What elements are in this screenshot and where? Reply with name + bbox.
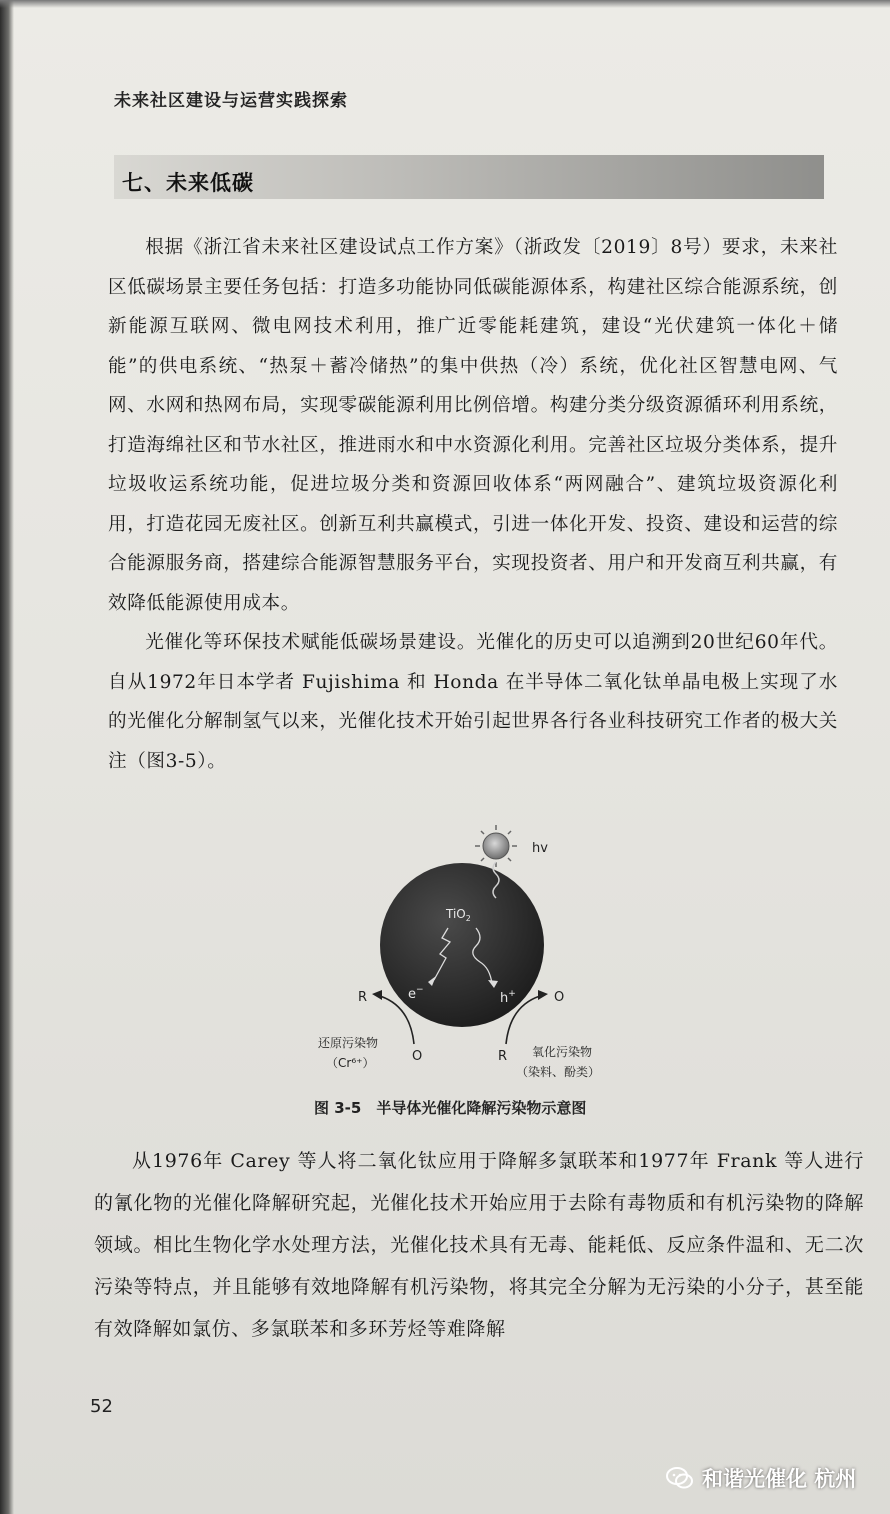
left-O-label: O xyxy=(412,1049,423,1064)
reduction-arrowhead xyxy=(372,990,382,1000)
hv-label: hv xyxy=(532,841,548,856)
wechat-watermark xyxy=(666,1463,856,1493)
right-O-label: O xyxy=(554,990,565,1005)
oxidation-arrowhead xyxy=(538,990,548,1000)
tio2-label: TiO$_2$ xyxy=(446,907,471,923)
running-head: 未来社区建设与运营实践探索 xyxy=(114,91,348,111)
tio2-sphere xyxy=(380,863,544,1027)
left-R-label: R xyxy=(358,990,368,1005)
body-text-bottom xyxy=(94,1140,864,1350)
wechat-icon xyxy=(666,1466,694,1490)
right-R-label: R xyxy=(498,1049,508,1064)
photocatalysis-figure xyxy=(300,810,630,1100)
page-top-shadow xyxy=(0,0,890,8)
page-number: 52 xyxy=(90,1396,113,1417)
paragraph: 光催化等环保技术赋能低碳场景建设。光催化的历史可以追溯到20世纪60年代。自从1972年日本学者 Fujishima 和 Honda 在半导体二氧化钛单晶电极上实现了水的光催化分解制氢气以来，光催化技术开始引起世界各行各业科技研究工作者的极大关注（图3-5）。 xyxy=(108,632,838,772)
electron-label: e− xyxy=(408,985,424,1002)
reduce-example-label: （Cr⁶⁺） xyxy=(326,1056,375,1070)
body-text-top xyxy=(108,228,838,781)
hole-label: h+ xyxy=(500,989,516,1006)
paragraph: 从1976年 Carey 等人将二氧化钛应用于降解多氯联苯和1977年 Frank 等人进行的氰化物的光催化降解研究起，光催化技术开始应用于去除有毒物质和有机污染物的降解领域。相比生物化学水处理方法，光催化技术具有无毒、能耗低、反应条件温和、无二次污染等特点，并且能够有效地降解有机污染物，将其完全分解为无污染的小分子，甚至能有效降解如氯仿、多氯联苯和多环芳烃等难降解 xyxy=(94,1150,864,1340)
section-title: 七、未来低碳 xyxy=(122,171,254,195)
page-left-shadow xyxy=(0,0,14,1514)
watermark-text: 和谐光催化 杭州 xyxy=(702,1467,857,1491)
reduce-pollutant-label: 还原污染物 xyxy=(318,1036,379,1050)
figure-caption: 图 3-5 半导体光催化降解污染物示意图 xyxy=(314,1099,587,1117)
sun-icon xyxy=(475,825,517,867)
oxidize-example-label: （染料、酚类） xyxy=(516,1065,601,1079)
figure-diagram xyxy=(300,810,630,1100)
oxidize-pollutant-label: 氧化污染物 xyxy=(532,1045,593,1059)
paragraph: 根据《浙江省未来社区建设试点工作方案》（浙政发〔2019〕8号）要求，未来社区低碳场景主要任务包括：打造多功能协同低碳能源体系，构建社区综合能源系统，创新能源互联网、微电网技术利用，推广近零能耗建筑，建设“光伏建筑一体化＋储能”的供电系统、“热泵＋蓄冷储热”的集中供热（冷）系统，优化社区智慧电网、气网、水网和热网布局，实现零碳能源利用比例倍增。构建分类分级资源循环利用系统，打造海绵社区和节水社区，推进雨水和中水资源化利用。完善社区垃圾分类体系，提升垃圾收运系统功能，促进垃圾分类和资源回收体系“两网融合”、建筑垃圾资源化利用，打造花园无废社区。创新互利共赢模式，引进一体化开发、投资、建设和运营的综合能源服务商，搭建综合能源智慧服务平台，实现投资者、用户和开发商互利共赢，有效降低能源使用成本。 xyxy=(108,237,838,614)
